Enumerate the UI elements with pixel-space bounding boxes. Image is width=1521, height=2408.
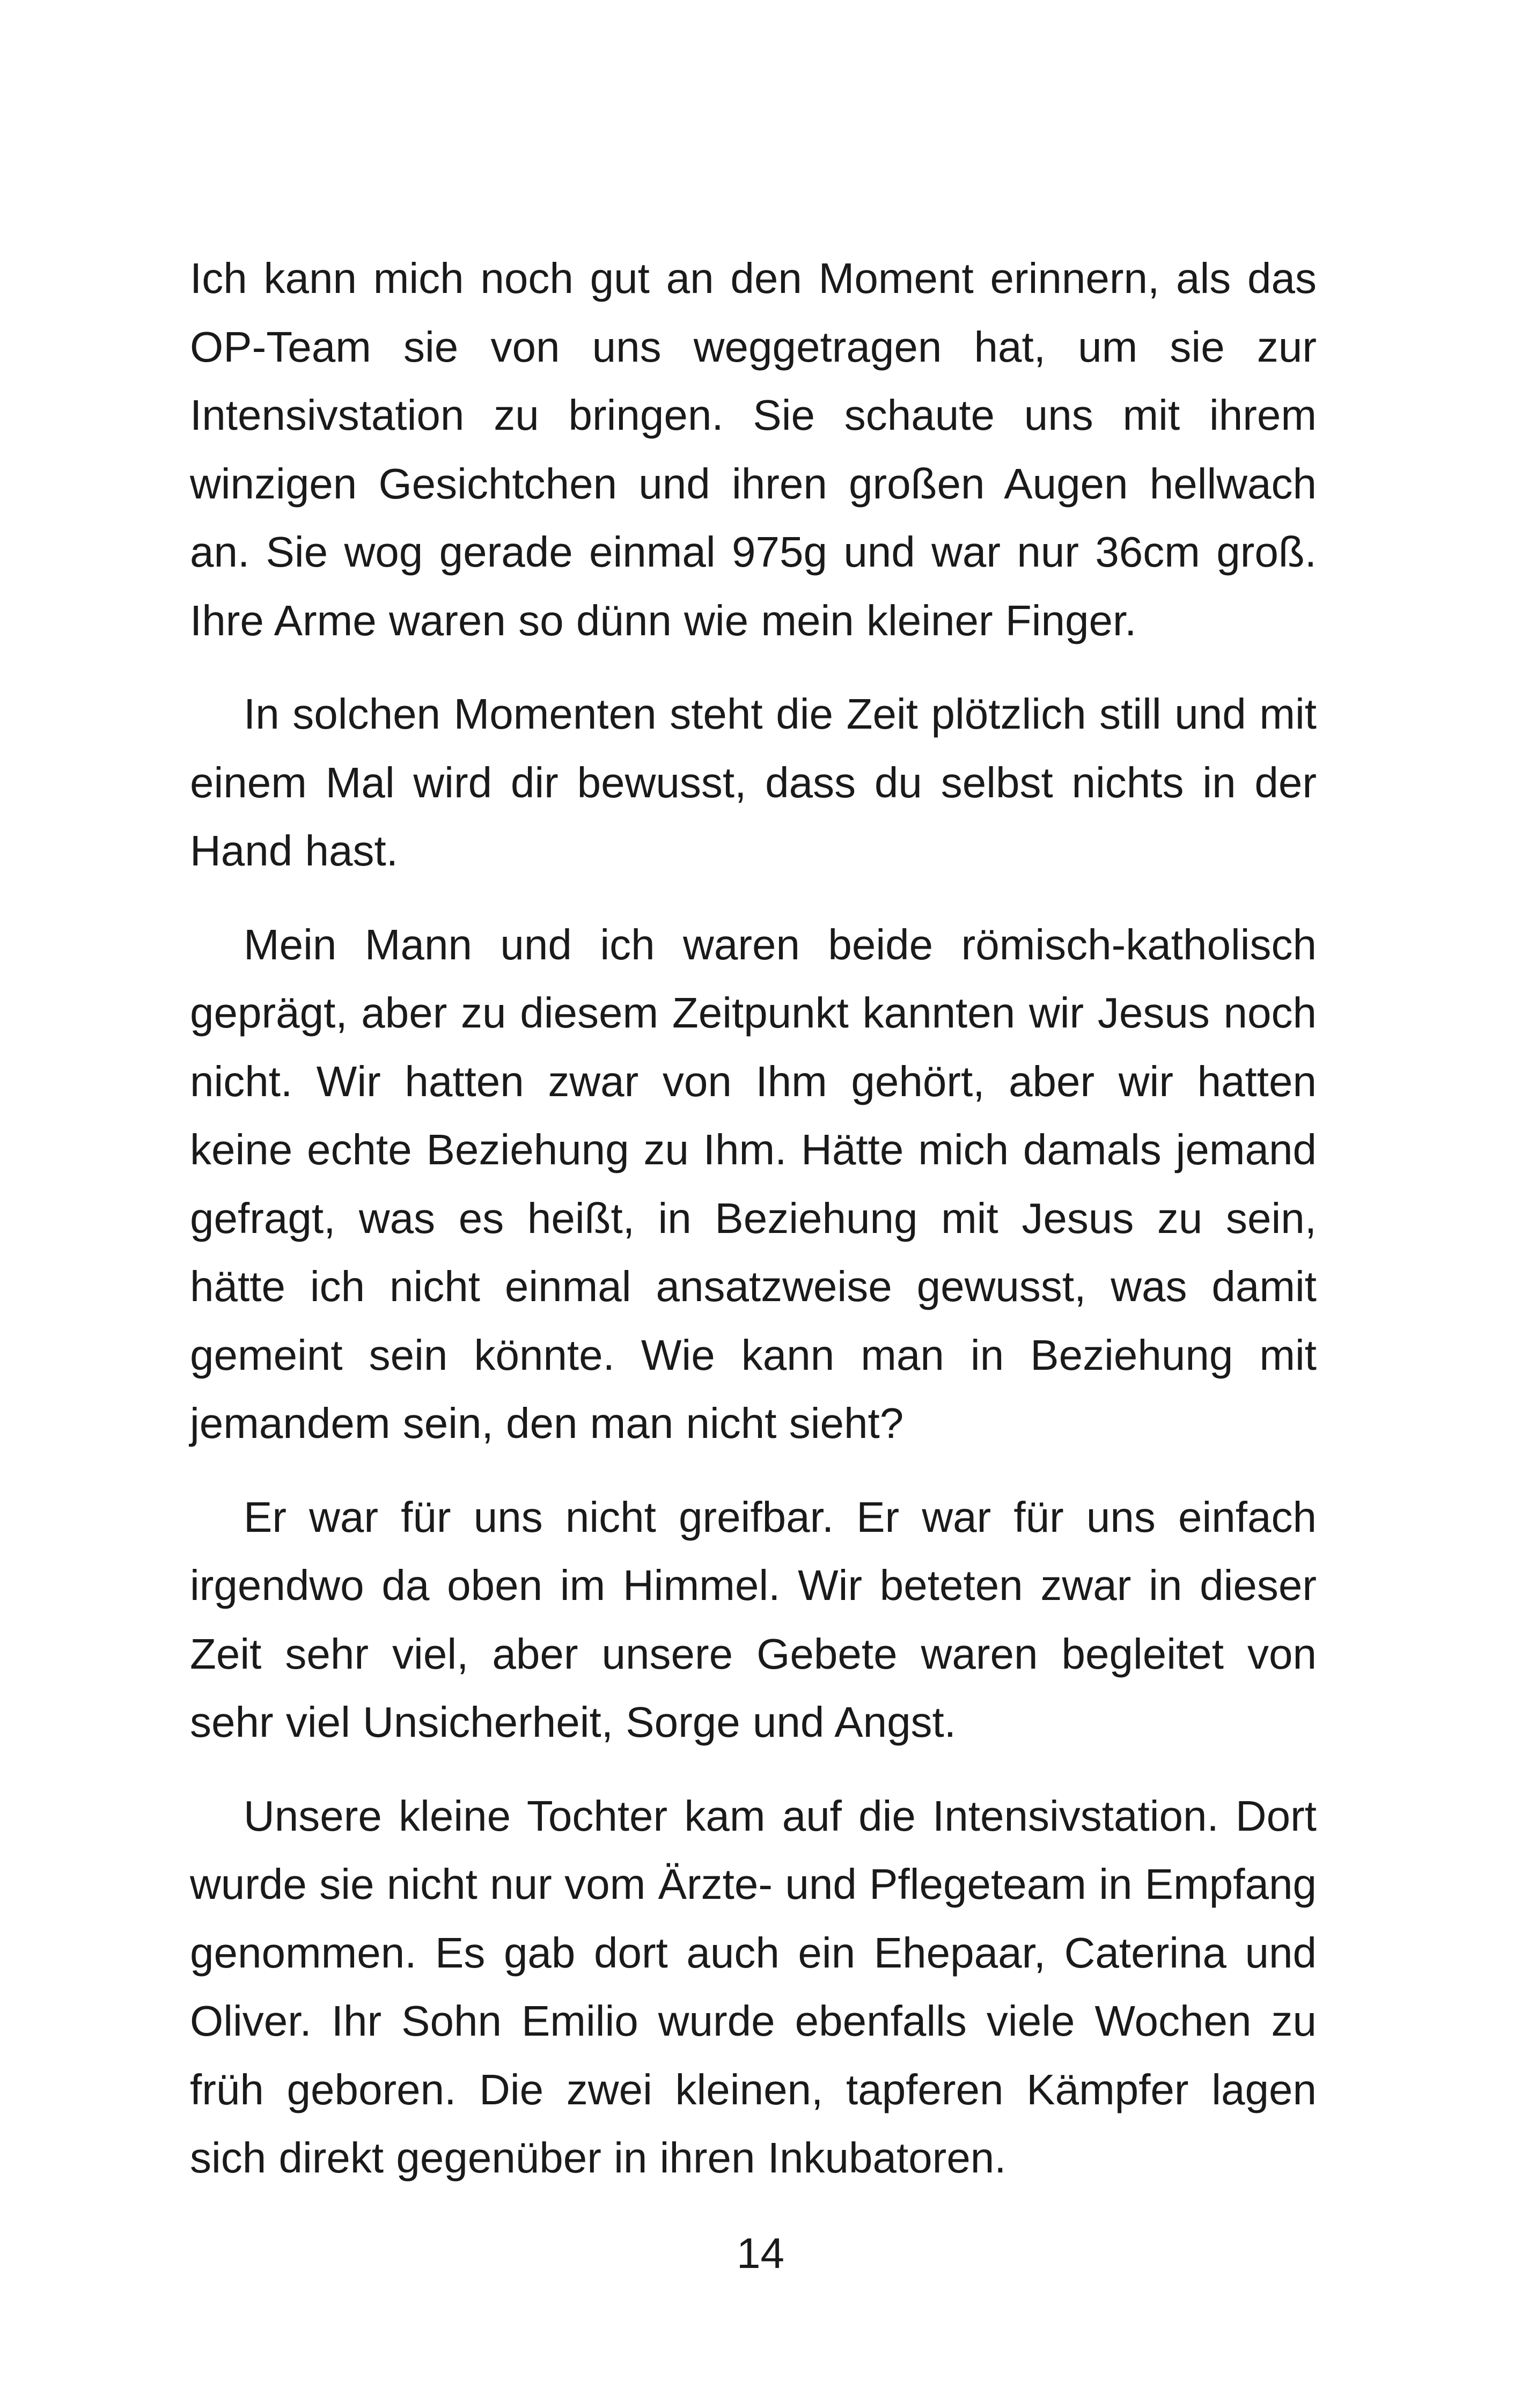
paragraph-3: Mein Mann und ich waren beide römisch-katholisch geprägt, aber zu diesem Zeitpunkt kannten wir Jesus noch nicht. Wir hatten zwar von Ihm gehört, aber wir hatten keine echte Beziehung zu Ihm. Hätte mich damals jemand gefragt, was es heißt, in Beziehung mit Jesus zu sein, hätte ich nicht einmal ansatzweise gewusst, was damit gemeint sein könnte. Wie kann man in Beziehung mit jemandem sein, den man nicht sieht? bbox=[190, 920, 1317, 1447]
paragraph-5: Unsere kleine Tochter kam auf die Intensivstation. Dort wurde sie nicht nur vom Ärzte- und Pflegeteam in Empfang genommen. Es gab dort auch ein Ehepaar, Caterina und Oliver. Ihr Sohn Emilio wurde ebenfalls viele Wochen zu früh geboren. Die zwei kleinen, tapferen Kämpfer lagen sich direkt gegenüber in ihren Inkubatoren. bbox=[190, 1792, 1317, 2182]
paragraph-2: In solchen Momenten steht die Zeit plötzlich still und mit einem Mal wird dir bewusst, dass du selbst nichts in der Hand hast. bbox=[190, 690, 1317, 875]
paragraph-4: Er war für uns nicht greifbar. Er war für uns einfach irgendwo da oben im Himmel. Wir beteten zwar in dieser Zeit sehr viel, aber unsere Gebete waren begleitet von sehr viel Unsicherheit, Sorge und Angst. bbox=[190, 1493, 1317, 1746]
page-number: 14 bbox=[737, 2229, 784, 2277]
paragraph-1: Ich kann mich noch gut an den Moment erinnern, als das OP-Team sie von uns weggetragen hat, um sie zur Intensivstation zu bringen. Sie schaute uns mit ihrem winzigen Gesichtchen und ihren großen Augen hellwach an. Sie wog gerade einmal 975g und war nur 36cm groß. Ihre Arme waren so dünn wie mein kleiner Finger. bbox=[190, 254, 1317, 644]
body-text bbox=[190, 244, 1317, 2218]
